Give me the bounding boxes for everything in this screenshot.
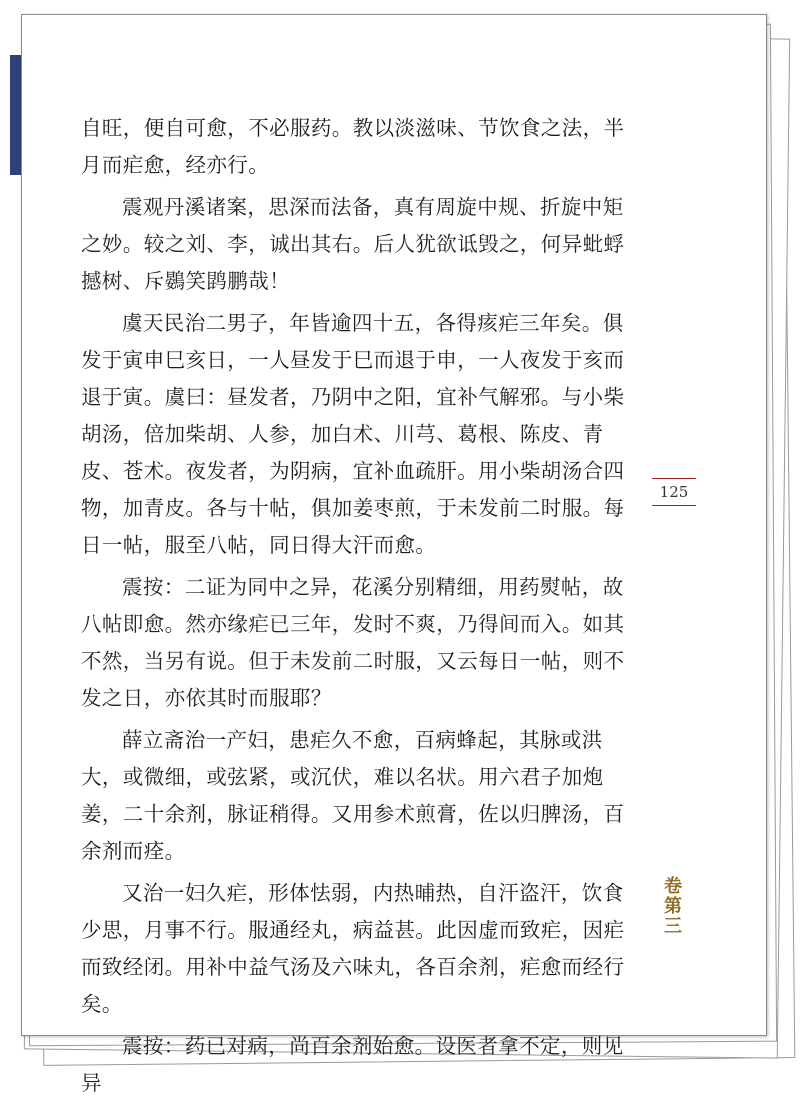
page-number-rule-bottom	[652, 505, 696, 506]
page-number: 125	[659, 483, 689, 501]
page-number-box	[652, 478, 696, 506]
running-head-volume: 卷第三	[661, 876, 682, 936]
body-text	[81, 110, 641, 1102]
paragraph-2-commentary: 震观丹溪诸案，思深而法备，真有周旋中规、折旋中矩之妙。较之刘、李，诚出其右。后人犹欲诋毁之，何异蚍蜉撼树、斥鷃笑鹍鹏哉！	[81, 195, 625, 293]
paragraph-4-commentary: 震按：二证为同中之异，花溪分别精细，用药熨帖，故八帖即愈。然亦缘疟已三年，发时不爽，乃得间而入。如其不然，当另有说。但于未发前二时服，又云每日一帖，则不发之日，亦依其时而服耶？	[81, 575, 625, 710]
paragraph-5: 薛立斋治一产妇，患疟久不愈，百病蜂起，其脉或洪大，或微细，或弦紧，或沉伏，难以名状。用六君子加炮姜，二十余剂，脉证稍得。又用参术煎膏，佐以归脾汤，百余剂而痊。	[81, 728, 625, 863]
paragraph-3: 虞天民治二男子，年皆逾四十五，各得痎疟三年矣。俱发于寅申巳亥日，一人昼发于巳而退于申，一人夜发于亥而退于寅。虞曰：昼发者，乃阴中之阳，宜补气解邪。与小柴胡汤，倍加柴胡、人参，加白术、川芎、葛根、陈皮、青皮、苍术。夜发者，为阴病，宜补血疏肝。用小柴胡汤合四物，加青皮。各与十帖，俱加姜枣煎，于未发前二时服。每日一帖，服至八帖，同日得大汗而愈。	[81, 311, 625, 557]
paragraph-7-commentary: 震按：药已对病，尚百余剂始愈。设医者拿不定，则见异	[81, 1034, 624, 1095]
paragraph-1: 自旺，便自可愈，不必服药。教以淡滋味、节饮食之法，半月而疟愈，经亦行。	[81, 116, 625, 177]
paragraph-6: 又治一妇久疟，形体怯弱，内热晡热，自汗盗汗，饮食少思，月事不行。服通经丸，病益甚。此因虚而致疟，因疟而致经闭。用补中益气汤及六味丸，各百余剂，疟愈而经行矣。	[81, 881, 625, 1016]
